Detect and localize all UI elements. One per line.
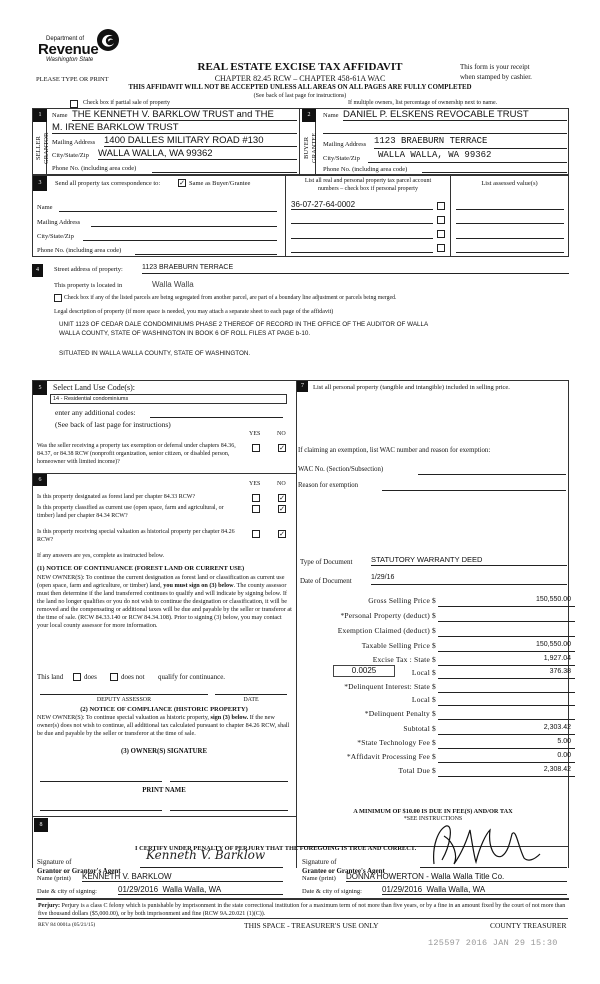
seller-city-label: City/State/Zip [52,152,89,159]
print-name-line-2[interactable] [170,810,288,811]
assessor-date-line[interactable] [215,694,287,695]
buyer-mailing-field[interactable]: 1123 BRAEBURN TERRACE [374,136,567,149]
grantor-signature-label-1: Signature of [37,858,72,866]
money-row [298,596,575,607]
dollar-sign: $ [432,738,436,747]
wac-label: WAC No. (Section/Subsection) [298,466,384,473]
forest-land-no-checkbox[interactable]: ✓ [279,494,285,502]
form-title: REAL ESTATE EXCISE TAX AFFIDAVIT [197,61,403,73]
exemption-header: If claiming an exemption, list WAC number and reason for exemption: [298,447,491,454]
buyer-name-line2[interactable] [323,122,567,134]
personal-property-checkbox[interactable] [437,230,445,238]
notice-continuance-text-b: . The county assessor must then determine if the land transferred continues to qualify and will indicate by signing below. If the land no longer qualifies or you do not wish to continue the designation or classification, it will be removed and the compensating or additional taxes will be due and payable by the seller or transferor at the time of sale. (RCW 84.33.140 or RCW 84.34.108). Prior to signing (3) below, you may contact your local county assessor for more information. [37,582,292,629]
money-row-value[interactable]: 150,550.00 [535,641,571,648]
parcel-header [287,177,449,193]
money-row-label: *Delinquent Penalty [364,709,430,718]
dollar-sign: $ [432,709,436,718]
logo-state-text: Washington State [46,57,94,63]
buyer-side-label [303,128,319,168]
seller-side-label [35,128,51,168]
section-3-divider-b [450,175,451,257]
dollar-sign: $ [432,766,436,775]
money-row-underline [438,739,575,749]
exemption-reason-field[interactable] [382,482,566,491]
sections-5-7-divider [296,380,297,868]
notice-compliance-body [37,714,295,738]
located-in-label: This property is located in [54,282,123,289]
current-use-no-checkbox[interactable]: ✓ [279,505,285,513]
section-5-yes-header: YES [249,431,261,437]
dollar-sign: $ [432,596,436,605]
historic-no-checkbox[interactable]: ✓ [279,530,285,538]
money-row-label: *Delinquent Interest: State [344,682,430,691]
corr-mailing-field[interactable] [91,218,277,227]
money-row [298,682,575,693]
assessed-value-field[interactable] [456,230,564,239]
money-row-label: Local [411,695,430,704]
grantee-label: GRANTEE [311,132,318,164]
seller-mailing-label: Mailing Address [52,139,96,146]
assessed-value-field[interactable] [456,244,564,253]
money-row-label: *State Technology Fee [357,738,430,747]
perjury-notice-bold: Perjury: [38,903,60,909]
personal-property-checkbox[interactable] [437,244,445,252]
grantee-date-label: Date & city of signing: [302,888,362,895]
money-row-label: Local [411,668,430,677]
section-4-badge: 4 [32,264,43,277]
section-6-divider-line [32,473,296,474]
partial-sale-checkbox[interactable] [70,100,78,108]
logo-revenue-text: Revenue [38,41,99,58]
segregated-label: Check box if any of the listed parcels are being segregated from another parcel, are part of a boundary line adjustment or parcels being merged. [64,295,397,301]
section-6-no-header: NO [277,481,286,487]
corr-phone-field[interactable] [135,246,277,255]
parcel-number-field[interactable]: 36-07-27-64-0002 [291,200,433,210]
section-1-badge: 1 [33,109,47,122]
partial-sale-label: Check box if partial sale of property [83,100,170,106]
money-row-label: Gross Selling Price [368,596,430,605]
same-as-buyer-label: Same as Buyer/Grantee [189,180,251,187]
dollar-sign: $ [432,611,436,620]
exemption-question: Was the seller receiving a property tax exemption or deferral under chapters 84.36, 84.37, or 84.38 RCW (nonprofit organization, senior citizen, or disabled person, homeowner with limited income)? [37,443,236,465]
section-6-yes-header: YES [249,481,261,487]
receipt-note-2: when stamped by cashier. [460,73,532,81]
does-not-label: does not [121,673,145,681]
assessed-header: List assessed value(s) [481,180,538,187]
legal-description-line3[interactable]: SITUATED IN WALLA WALLA COUNTY, STATE OF WASHINGTON. [59,350,251,357]
money-row-label: Taxable Selling Price [361,641,430,650]
form-subtitle: CHAPTER 82.45 RCW – CHAPTER 458-61A WAC [214,74,386,83]
personal-property-checkbox[interactable] [437,202,445,210]
section-5-no-header: NO [277,431,286,437]
seller-city-field[interactable]: WALLA WALLA, WA 99362 [98,148,297,160]
section-2-badge: 2 [302,109,316,122]
money-row-underline [438,627,575,637]
seller-name-line1[interactable]: THE KENNETH V. BARKLOW TRUST and THE [72,109,297,121]
seller-phone-field[interactable] [152,164,297,173]
money-row-value[interactable]: 376.38 [549,668,571,675]
owner-signature-line-1[interactable] [40,781,162,782]
grantor-signature: Kenneth V. Barklow [146,848,266,862]
grantor-signature-field[interactable] [140,848,283,868]
dollar-sign: $ [432,641,436,650]
print-name-line-1[interactable] [40,810,162,811]
money-row-label: Exemption Claimed (deduct) [337,626,430,635]
notice-continuance-text-a: NEW OWNER(S): To continue the current designation as forest land or classification as current use (open space, farm and agriculture, or timber) land, [37,574,285,589]
perjury-notice-text: Perjury is a class C felony which is punishable by imprisonment in the state correctional institution for a maximum term of not more than five years, or by a fine in an amount fixed by the court of not more than five thousand dollars ($5,000.00), or by both imprisonment and fine (RCW 9A.20.021 (1)(C)). [38,903,566,917]
seller-label: SELLER [35,136,42,160]
section-3-badge: 3 [33,176,47,191]
this-land-label: This land [37,673,64,681]
grantee-signature-scribble [424,816,544,868]
grantee-signature-field[interactable] [420,852,567,868]
money-row [298,611,575,622]
corr-mailing-label: Mailing Address [37,219,81,226]
section-3-divider-a [285,175,286,257]
exemption-no-checkbox[interactable]: ✓ [279,444,285,452]
owner-signature-line-2[interactable] [170,781,288,782]
money-row-label: *Personal Property (deduct) [340,611,430,620]
money-row-value[interactable]: 2,308.42 [543,766,571,773]
wac-field[interactable] [418,466,566,475]
instructions-note: (See back of last page for instructions) [253,93,347,99]
perjury-certification: I CERTIFY UNDER PENALTY OF PERJURY THAT THE FOREGOING IS TRUE AND CORRECT. [135,845,417,852]
dollar-sign: $ [432,668,436,677]
legal-description-line2[interactable]: WALLA COUNTY, STATE OF WASHINGTON IN BOOK 6 OF ROLL FILES AT PAGE b-10. [59,330,311,337]
notice-compliance-text-b: If the new owner(s) does not wish to continue, all additional tax calculated pursuant to chapter 84.26 RCW, shall be due and payable by the seller or transferor at the time of sale. [37,714,290,737]
dollar-sign: $ [432,626,436,635]
section-8-bottom-rule [36,898,569,900]
grantee-name-label: Name (print) [302,875,336,882]
money-row [298,641,575,652]
print-name-label: PRINT NAME [142,787,186,794]
does-label: does [84,673,97,681]
money-row-value[interactable]: 1,927.04 [543,655,571,662]
grantee-signature-label-1: Signature of [302,858,337,866]
money-row-underline [438,710,575,720]
money-row [298,626,575,637]
dollar-sign: $ [432,655,436,664]
section-7-badge: 7 [297,381,308,392]
money-row-label: Subtotal [403,724,430,733]
personal-property-field[interactable] [313,410,563,440]
current-use-yes-checkbox[interactable] [252,505,260,513]
if-yes-instructions: If any answers are yes, complete as instructed below. [37,553,165,559]
grantor-signature-label-2: Grantor or Grantor's Agent [37,867,121,875]
money-row [298,724,575,735]
money-row-value[interactable]: 5.00 [557,738,571,745]
buyer-mailing-label: Mailing Address [323,141,367,148]
notice-compliance-text-a: NEW OWNER(S): To continue special valuation as historic property, [37,714,211,721]
document-date-field[interactable]: 1/29/16 [371,574,567,585]
money-row-label: Excise Tax : State [372,655,430,664]
historic-yes-checkbox[interactable] [252,530,260,538]
does-not-qualify-checkbox[interactable] [110,673,118,681]
parcel-number-field[interactable] [291,229,433,239]
deputy-assessor-label: DEPUTY ASSESSOR [96,697,152,703]
buyer-label: BUYER [303,136,310,160]
money-row [298,695,575,706]
perjury-notice [38,902,568,918]
land-use-select[interactable]: 14 - Residential condominiums [50,394,287,404]
seller-name-line2[interactable]: M. IRENE BARKLOW TRUST [52,122,297,134]
receipt-note-1: This form is your receipt [460,63,530,71]
logo-department-text: Department of [46,36,85,42]
parcel-header-line1: List all real and personal property tax parcel account [304,178,432,184]
completion-warning: THIS AFFIDAVIT WILL NOT BE ACCEPTED UNLESS ALL AREAS ON ALL PAGES ARE FULLY COMPLETED [128,84,472,91]
multiple-owners-note: If multiple owners, list percentage of ownership next to name. [348,100,498,106]
section-5-instructions: (See back of last page for instructions) [55,420,171,429]
buyer-city-field[interactable]: WALLA WALLA, WA 99362 [368,150,567,163]
notice-continuance-bold: you must sign on (3) below [163,582,234,589]
notice-continuance-body [37,574,293,630]
legal-description-line1[interactable]: UNIT 1123 OF CEDAR DALE CONDOMINIUMS PHASE 2 THEREOF OF RECORD IN THE OFFICE OF THE AUDITOR OF WALLA [59,321,429,328]
corr-city-field[interactable] [83,232,277,241]
assessor-date-label: DATE [243,697,259,703]
dollar-sign: $ [432,682,436,691]
see-instructions-note: *SEE INSTRUCTIONS [403,816,463,822]
send-correspondence-label: Send all property tax correspondence to: [55,180,161,187]
dor-swirl-logo-icon [96,28,120,52]
segregated-checkbox[interactable] [54,294,62,302]
corr-city-label: City/State/Zip [37,233,74,240]
money-row-value[interactable]: 2,303.42 [543,724,571,731]
located-in-value[interactable]: Walla Walla [152,280,194,289]
please-print-note: PLEASE TYPE OR PRINT [36,76,109,83]
land-use-label: Select Land Use Code(s): [53,383,135,392]
treasurer-stamp: 125597 2016 JAN 29 15:30 [428,938,558,948]
buyer-name-line1[interactable]: DANIEL P. ELSKENS REVOCABLE TRUST [343,109,567,121]
grantor-date-label: Date & city of signing: [37,888,97,895]
section-5-badge: 5 [33,381,47,395]
treasurer-space-label: THIS SPACE - TREASURER'S USE ONLY [244,921,379,930]
additional-codes-label: enter any additional codes: [55,408,136,417]
money-row-value[interactable]: 150,550.00 [535,596,571,603]
notice-compliance-title: (2) NOTICE OF COMPLIANCE (HISTORIC PROPERTY) [80,706,248,713]
money-row-label: Total Due [398,766,430,775]
deputy-assessor-line[interactable] [40,694,208,695]
same-as-buyer-checkbox[interactable]: ✓ [179,179,185,187]
buyer-city-label: City/State/Zip [323,155,360,162]
exemption-yes-checkbox[interactable] [252,444,260,452]
money-row [298,752,575,763]
grantor-name-label: Name (print) [37,875,71,882]
local-rate-field[interactable]: 0.0025 [333,665,395,677]
money-row-label: *Affidavit Processing Fee [346,752,430,761]
money-row [298,738,575,749]
legal-description-label: Legal description of property (if more space is needed, you may attach a separate sheet to each page of the affidavit) [54,309,334,315]
document-type-label: Type of Document [300,558,353,566]
money-row-value[interactable]: 0.00 [557,752,571,759]
assessed-value-field[interactable] [456,201,564,210]
does-qualify-checkbox[interactable] [73,673,81,681]
grantor-name-field[interactable]: KENNETH V. BARKLOW [82,872,283,882]
forest-land-question: Is this property designated as forest land per chapter 84.33 RCW? [37,494,196,500]
forest-land-yes-checkbox[interactable] [252,494,260,502]
money-row [298,766,575,777]
perjury-underline [38,918,568,919]
grantee-name-field[interactable]: DONNA HOWERTON - Walla Walla Title Co. [346,872,567,882]
county-treasurer-label: COUNTY TREASURER [490,921,567,930]
street-address-label: Street address of property: [54,266,123,273]
dollar-sign: $ [432,752,436,761]
notice-compliance-bold: sign (3) below. [210,714,249,721]
current-use-question: Is this property classified as current use (open space, farm and agricultural, or timber) land per chapter 84.34 RCW? [37,505,224,519]
buyer-phone-label: Phone No. (including area code) [323,166,408,173]
grantor-label: GRANTOR [43,132,50,164]
corr-phone-label: Phone No. (including area code) [37,247,122,254]
document-date-label: Date of Document [300,577,352,585]
grantee-date-field[interactable]: 01/29/2016 Walla Walla, WA [382,885,567,895]
money-row-underline [438,753,575,763]
parcel-header-line2: numbers – check box if personal property [318,186,418,192]
historic-property-question: Is this property receiving special valuation as historical property per chapter 84.26 RCW? [37,529,235,543]
parcel-number-field[interactable] [291,214,433,224]
owner-signature-label: (3) OWNER(S) SIGNATURE [121,748,207,755]
additional-codes-field[interactable] [150,408,283,418]
grantor-date-field[interactable]: 01/29/2016 Walla Walla, WA [118,885,283,895]
seller-mailing-field[interactable]: 1400 DALLES MILITARY ROAD #130 [104,135,297,147]
grantee-signature-label-2: Grantee or Grantee's Agent [302,867,385,875]
parcel-number-field[interactable] [291,243,433,253]
money-row [298,709,575,720]
money-row-underline [438,696,575,706]
seller-name-label: Name [52,112,68,119]
assessed-value-field[interactable] [456,215,564,224]
dor-logo [38,28,128,70]
dollar-sign: $ [432,724,436,733]
seller-phone-label: Phone No. (including area code) [52,165,137,172]
section-8-badge: 8 [34,818,48,832]
dollar-sign: $ [432,695,436,704]
form-revision: REV 84 0001a (05/21/15) [38,922,96,928]
minimum-due-note: A MINIMUM OF $10.00 IS DUE IN FEE(S) AND/OR TAX [353,808,513,815]
section-6-badge: 6 [33,474,47,486]
personal-property-checkbox[interactable] [437,216,445,224]
notice-continuance-title: (1) NOTICE OF CONTINUANCE (FOREST LAND OR CURRENT USE) [37,565,245,572]
exemption-reason-label: Reason for exemption [298,482,359,489]
corr-name-label: Name [37,204,53,211]
money-row-underline [438,612,575,622]
corr-name-field[interactable] [59,203,277,212]
section-8-top-rule [32,816,296,817]
buyer-phone-field[interactable] [422,165,567,173]
street-address-field[interactable]: 1123 BRAEBURN TERRACE [142,264,569,274]
qualify-label: qualify for continuance. [158,673,226,681]
money-row-underline [438,683,575,693]
document-type-field[interactable]: STATUTORY WARRANTY DEED [371,555,567,566]
personal-property-label: List all personal property (tangible and intangible) included in selling price. [313,384,510,391]
buyer-name-label: Name [323,112,339,119]
